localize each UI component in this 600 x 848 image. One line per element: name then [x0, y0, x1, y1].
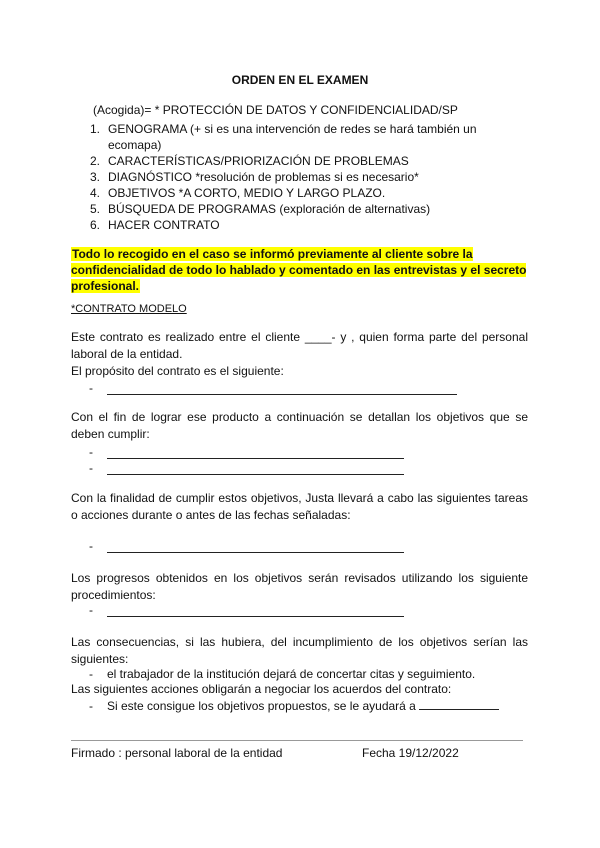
- signature-signed-by: Firmado : personal laboral de la entidad: [71, 746, 283, 760]
- contract-model-heading: *CONTRATO MODELO: [71, 303, 187, 315]
- tasks-paragraph: Con la finalidad de cumplir estos objetivos, Justa llevará a cabo las siguientes tareas o acciones durante o antes de las fechas señaladas:: [71, 491, 528, 522]
- consequences-paragraph: Las consecuencias, si las hubiera, del incumplimiento de los objetivos serían las siguientes:: [71, 635, 528, 666]
- signature-date: Fecha 19/12/2022: [362, 746, 459, 760]
- list-item: 1. GENOGRAMA (+ si es una intervención de redes se hará también un ecomapa): [90, 122, 477, 152]
- contract-intro-paragraph: Este contrato es realizado entre el cliente ____- y , quien forma parte del personal laboral de la entidad.: [71, 330, 528, 361]
- intro-line: (Acogida)= * PROTECCIÓN DE DATOS Y CONFIDENCIALIDAD/SP: [93, 103, 458, 117]
- highlighted-text: Todo lo recogido en el caso se informó previamente al cliente sobre la confidencialidad de todo lo hablado y comentado en las entrevistas y el secreto profesional.: [71, 247, 527, 293]
- tasks-blank-row: -: [89, 537, 404, 553]
- blank-line[interactable]: [107, 446, 404, 459]
- blank-line[interactable]: [419, 699, 499, 710]
- blank-line[interactable]: [107, 462, 404, 475]
- list-item: 4. OBJETIVOS *A CORTO, MEDIO Y LARGO PLAZO.: [90, 186, 386, 200]
- list-item: 5. BÚSQUEDA DE PROGRAMAS (exploración de alternativas): [90, 202, 431, 216]
- purpose-blank-row: -: [89, 379, 457, 395]
- exam-steps-list: [90, 121, 505, 233]
- confidentiality-note: [71, 246, 531, 294]
- list-item: 3. DIAGNÓSTICO *resolución de problemas si es necesario*: [90, 170, 419, 184]
- blank-line[interactable]: [107, 382, 457, 395]
- list-item: 2. CARACTERÍSTICAS/PRIORIZACIÓN DE PROBLEMAS: [90, 154, 409, 168]
- objective-blank-row: -: [89, 443, 404, 459]
- signature-divider: [71, 740, 523, 741]
- consequence-bullet: - el trabajador de la institución dejará de concertar citas y seguimiento.: [89, 667, 476, 681]
- progress-paragraph: Los progresos obtenidos en los objetivos serán revisados utilizando los siguiente procedimientos:: [71, 571, 528, 602]
- blank-line[interactable]: [107, 540, 404, 553]
- list-item: 6. HACER CONTRATO: [90, 218, 220, 232]
- purpose-label: El propósito del contrato es el siguiente:: [71, 364, 284, 378]
- objective-blank-row: -: [89, 459, 404, 475]
- objectives-paragraph: Con el fin de lograr ese producto a continuación se detallan los objetivos que se deben cumplir:: [71, 410, 528, 441]
- progress-blank-row: -: [89, 601, 404, 617]
- renegotiation-label: Las siguientes acciones obligarán a negociar los acuerdos del contrato:: [71, 682, 452, 696]
- document-title: ORDEN EN EL EXAMEN: [231, 73, 369, 87]
- action-bullet: - Si este consigue los objetivos propuestos, se le ayudará a: [89, 698, 499, 714]
- blank-line[interactable]: [107, 604, 404, 617]
